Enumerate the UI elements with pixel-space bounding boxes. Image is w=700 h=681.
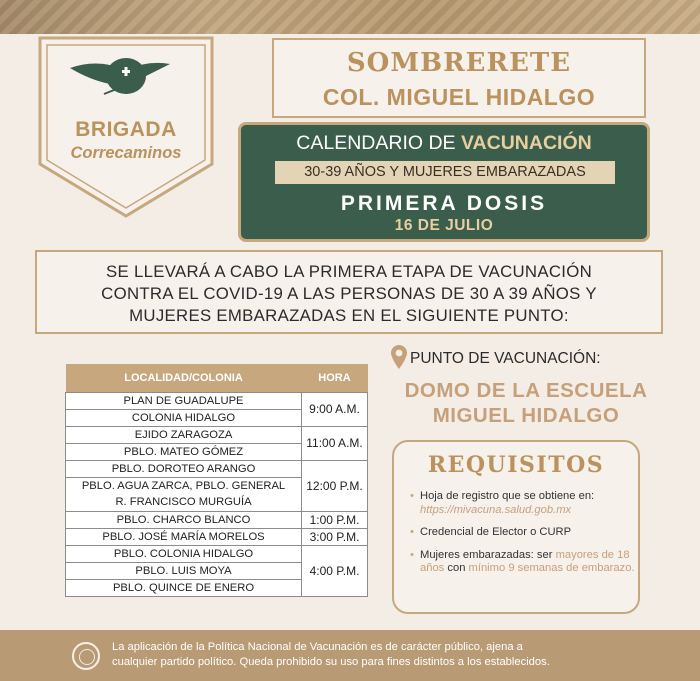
location-cell: PBLO. COLONIA HIDALGO <box>66 545 302 562</box>
dose-label: PRIMERA DOSIS <box>340 192 548 215</box>
table-row <box>66 528 368 545</box>
requirements-list <box>410 490 636 585</box>
age-group-band: 30-39 AÑOS Y MUJERES EMBARAZADAS <box>275 161 615 184</box>
list-item <box>410 526 636 540</box>
vaccination-place <box>376 378 676 428</box>
location-cell: PBLO. MATEO GÓMEZ <box>66 443 302 460</box>
requirement-pregnant-text: Mujeres embarazadas: ser <box>420 548 556 561</box>
requirements-title: REQUISITOS <box>427 452 605 478</box>
location-cell: PBLO. DOROTEO ARANGO <box>66 460 302 477</box>
column-header-time: HORA <box>302 364 368 392</box>
calendar-heading <box>241 132 647 155</box>
location-cell: COLONIA HIDALGO <box>66 409 302 426</box>
time-cell: 4:00 P.M. <box>302 545 368 596</box>
location-pin-icon <box>391 345 407 369</box>
column-header-location: LOCALIDAD/COLONIA <box>66 364 302 392</box>
requirement-age-highlight: mayores de 18 años <box>420 548 630 574</box>
list-item <box>410 549 636 576</box>
place-line-1: DOMO DE LA ESCUELA <box>404 379 648 402</box>
calendar-prefix: CALENDARIO DE <box>296 132 461 154</box>
location-cell: PBLO. CHARCO BLANCO <box>66 511 302 528</box>
notice-line-3: MUJERES EMBARAZADAS EN EL SIGUIENTE PUNTO: <box>129 306 569 325</box>
municipality-title: SOMBRERETE <box>346 48 572 78</box>
location-cell: PBLO. AGUA ZARCA, PBLO. GENERAL <box>66 477 302 494</box>
calendar-box <box>238 122 650 242</box>
vaccination-point-label: PUNTO DE VACUNACIÓN: <box>410 350 601 367</box>
top-decorative-band <box>0 0 700 34</box>
registration-link[interactable]: https://mivacuna.salud.gob.mx <box>420 503 572 516</box>
table-header-row <box>66 364 368 392</box>
badge-subtitle: Correcaminos <box>70 144 182 162</box>
footer-line-2: cualquier partido político. Queda prohibido su uso para fines distintos a los establecidos. <box>112 656 550 668</box>
calendar-emphasis: VACUNACIÓN <box>460 132 592 154</box>
time-cell: 9:00 A.M. <box>302 392 368 426</box>
table-row <box>66 545 368 562</box>
location-cell: PBLO. LUIS MOYA <box>66 562 302 579</box>
notice-box <box>35 250 663 334</box>
location-cell: PBLO. QUINCE DE ENERO <box>66 579 302 596</box>
requirement-weeks-highlight: mínimo 9 semanas de embarazo. <box>468 562 635 574</box>
place-line-2: MIGUEL HIDALGO <box>432 404 620 427</box>
location-cell: PLAN DE GUADALUPE <box>66 392 302 409</box>
colony-title: COL. MIGUEL HIDALGO <box>322 84 596 110</box>
requirement-registration-text: Hoja de registro que se obtiene en: <box>420 490 595 502</box>
time-cell: 1:00 P.M. <box>302 511 368 528</box>
requirement-connector: con <box>444 562 469 574</box>
schedule-table <box>65 364 367 597</box>
notice-line-1: SE LLEVARÁ A CABO LA PRIMERA ETAPA DE VACUNACIÓN <box>106 262 592 281</box>
requirements-box <box>392 440 640 614</box>
notice-line-2: CONTRA EL COVID-19 A LAS PERSONAS DE 30 A 39 AÑOS Y <box>101 284 597 303</box>
date-label: 16 DE JULIO <box>394 217 494 234</box>
table-row <box>66 392 368 409</box>
table-row <box>66 511 368 528</box>
time-cell: 12:00 P.M. <box>302 460 368 511</box>
location-cell: EJIDO ZARAGOZA <box>66 426 302 443</box>
footer-line-1: La aplicación de la Política Nacional de Vacunación es de carácter público, ajena a <box>112 641 523 653</box>
location-title-box <box>272 38 646 118</box>
time-cell: 11:00 A.M. <box>302 426 368 460</box>
brigada-badge <box>38 36 214 218</box>
list-item <box>410 490 636 517</box>
location-cell: R. FRANCISCO MURGUÍA <box>66 494 302 511</box>
time-cell: 3:00 P.M. <box>302 528 368 545</box>
location-cell: PBLO. JOSÉ MARÍA MORELOS <box>66 528 302 545</box>
table-row <box>66 460 368 477</box>
table-row <box>66 426 368 443</box>
badge-title: BRIGADA <box>75 118 177 141</box>
footer-disclaimer <box>112 640 672 670</box>
government-seal-icon <box>72 642 100 670</box>
requirement-id-text: Credencial de Elector o CURP <box>420 526 572 538</box>
